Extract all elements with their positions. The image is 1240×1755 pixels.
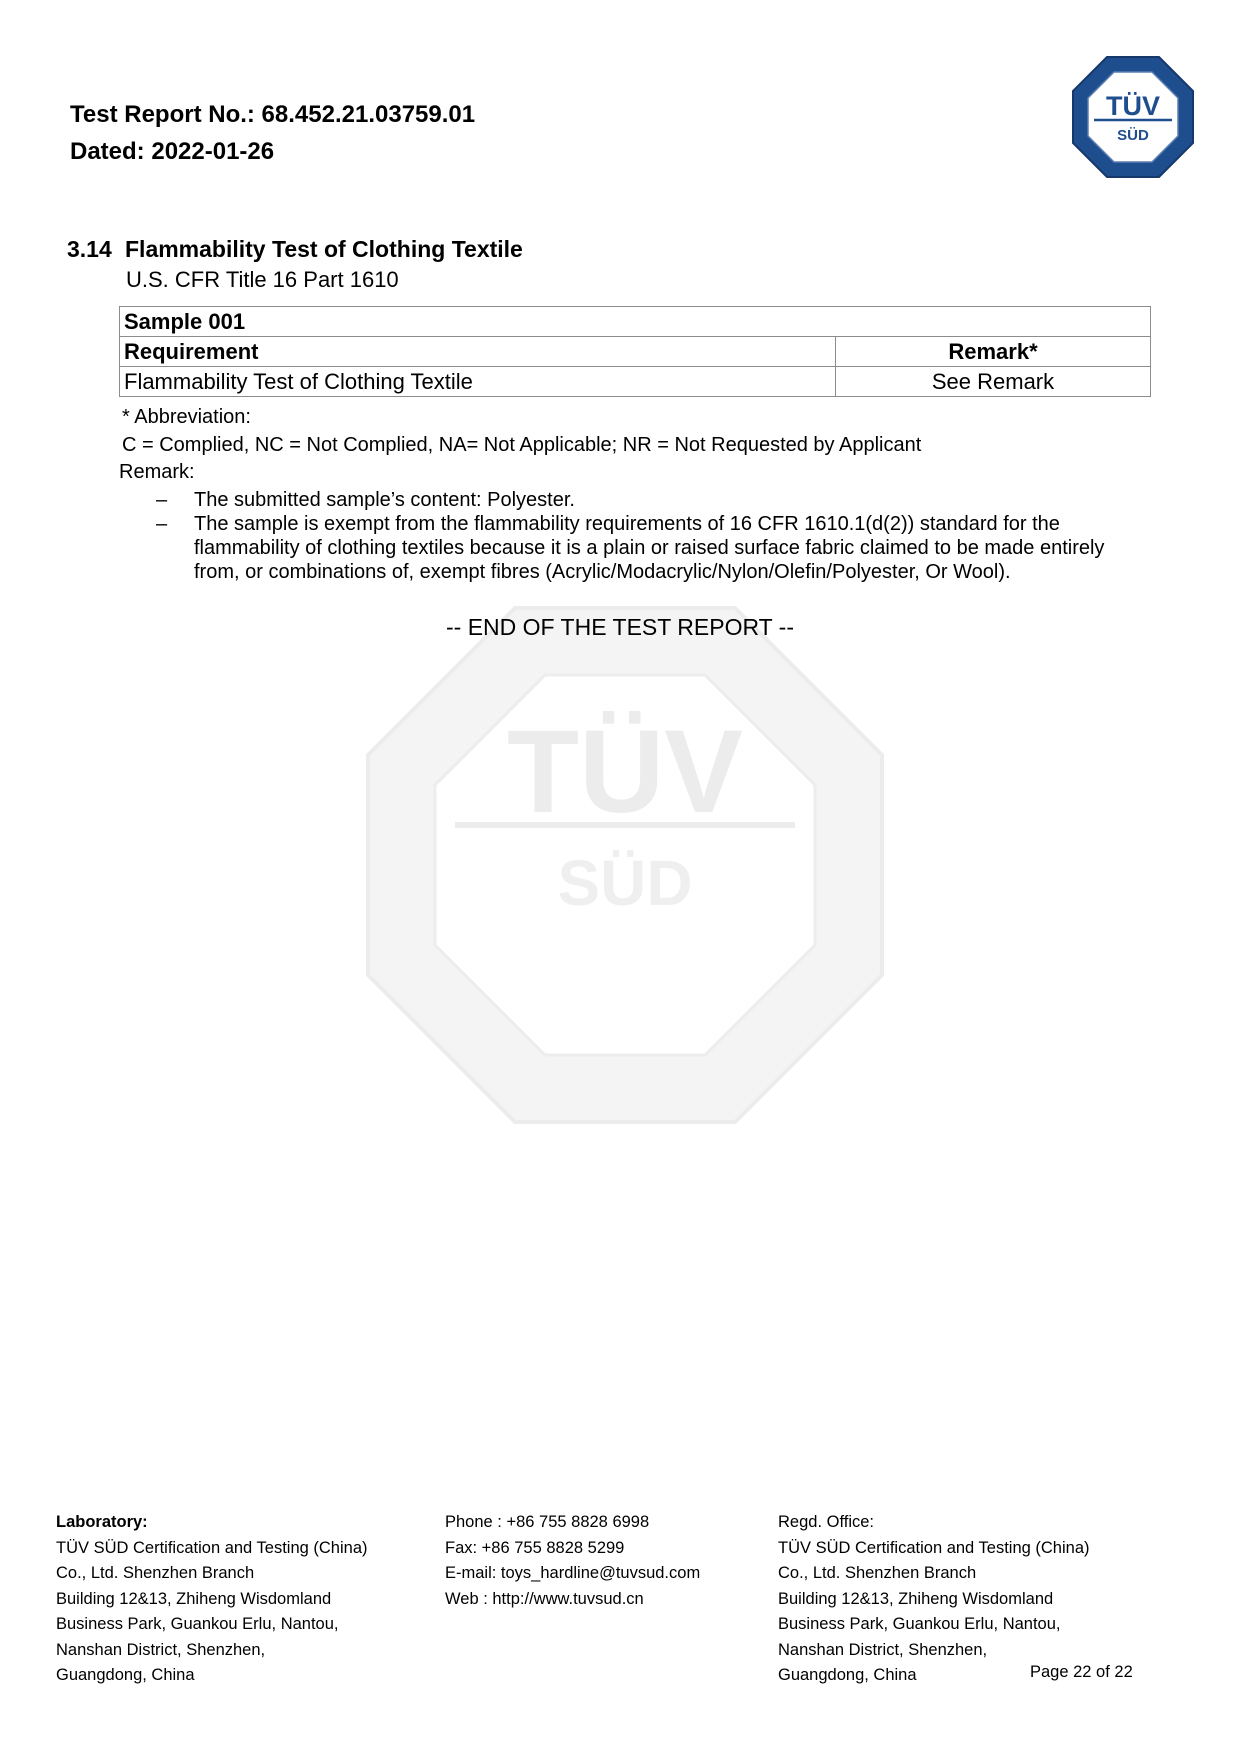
remark-list [150,488,1150,584]
office-label: Regd. Office: [778,1513,874,1531]
dash-bullet: – [156,513,168,535]
remark-cell: See Remark [836,367,1151,397]
report-header [70,96,475,170]
list-item [150,512,1150,584]
footer-laboratory [56,1510,368,1689]
laboratory-line: TÜV SÜD Certification and Testing (China) [56,1538,368,1557]
page-number: Page 22 of 22 [1030,1663,1133,1681]
remark-column-header: Remark* [836,337,1151,367]
section-title: Flammability Test of Clothing Textile [125,236,523,262]
list-item [150,488,1150,512]
remark-text: The submitted sample’s content: Polyester. [194,489,575,511]
abbreviation-text: C = Complied, NC = Not Complied, NA= Not Applicable; NR = Not Requested by Applicant [122,434,922,456]
logo-top-text: TÜV [1106,91,1160,121]
office-line: Guangdong, China [778,1666,917,1684]
svg-text:TÜV: TÜV [507,706,743,838]
requirement-cell: Flammability Test of Clothing Textile [120,367,836,397]
office-line: Business Park, Guankou Erlu, Nantou, [778,1615,1061,1633]
results-table [119,306,1151,397]
office-line: Nanshan District, Shenzhen, [778,1640,988,1659]
section-heading [67,236,523,263]
laboratory-line: Guangdong, China [56,1666,195,1684]
website-link: Web : http://www.tuvsud.cn [445,1589,644,1608]
office-line: Building 12&13, Zhiheng Wisdomland [778,1589,1054,1608]
office-line: Co., Ltd. Shenzhen Branch [778,1564,977,1582]
laboratory-label: Laboratory: [56,1513,148,1531]
report-date: Dated: 2022-01-26 [70,138,275,165]
email-address: E-mail: toys_hardline@tuvsud.com [445,1564,701,1582]
section-standard: U.S. CFR Title 16 Part 1610 [126,267,399,292]
report-number: Test Report No.: 68.452.21.03759.01 [70,101,476,128]
footer-office [778,1510,1090,1689]
laboratory-line: Nanshan District, Shenzhen, [56,1640,266,1659]
table-header-row [120,337,1151,367]
tuv-sud-watermark [360,600,890,1130]
table-row [120,367,1151,397]
remark-title: Remark: [119,461,195,483]
requirement-column-header: Requirement [120,337,836,367]
office-line: TÜV SÜD Certification and Testing (China) [778,1538,1090,1557]
dash-bullet: – [156,489,168,511]
sample-header: Sample 001 [120,307,1151,337]
end-of-report: -- END OF THE TEST REPORT -- [445,614,795,640]
phone-number: Phone : +86 755 8828 6998 [445,1513,650,1531]
laboratory-line: Co., Ltd. Shenzhen Branch [56,1564,255,1582]
footer-contact [445,1510,700,1612]
remark-text: The sample is exempt from the flammability requirements of 16 CFR 1610.1(d(2)) standard for the flammability of clothing textiles because it is a plain or raised surface fabric claimed to be made entirely from, or combinations of, exempt fibres (Acrylic/Modacrylic/Nylon/Olefin/Polyester, Or Wool). [194,513,1105,583]
section-number: 3.14 [67,236,112,262]
abbreviation-title: * Abbreviation: [122,406,251,428]
laboratory-line: Building 12&13, Zhiheng Wisdomland [56,1589,332,1608]
table-row [120,307,1151,337]
laboratory-line: Business Park, Guankou Erlu, Nantou, [56,1615,339,1633]
fax-number: Fax: +86 755 8828 5299 [445,1538,625,1557]
svg-text:SÜD: SÜD [557,847,693,919]
tuv-sud-logo [1070,54,1196,180]
logo-bottom-text: SÜD [1117,127,1149,144]
